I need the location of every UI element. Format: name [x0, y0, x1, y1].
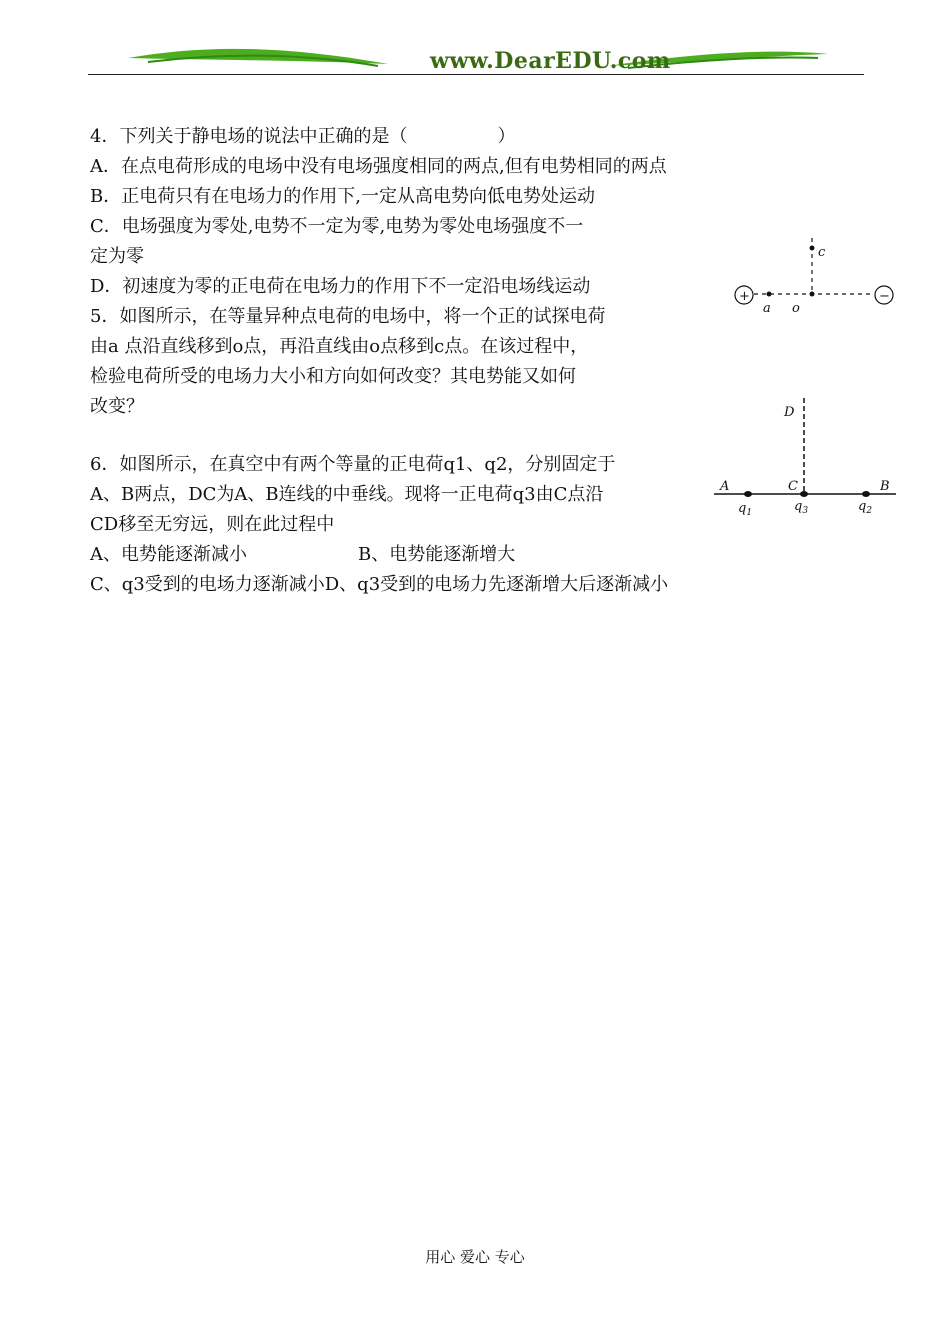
label-a: a — [763, 301, 771, 316]
label-c-point: C — [788, 479, 798, 494]
q4-option-d: D．初速度为零的正电荷在电场力的作用下不一定沿电场线运动 — [90, 276, 591, 297]
minus-sign: − — [879, 289, 890, 304]
q6-line2: A、B两点，DC为A、B连线的中垂线。现将一正电荷q3由C点沿 — [90, 484, 604, 505]
label-b-point: B — [880, 479, 890, 494]
label-q3: $q_3$ — [794, 499, 809, 516]
point-o-dot — [810, 292, 815, 297]
label-o: o — [792, 301, 800, 316]
dipole-figure — [728, 232, 898, 322]
q4-stem: 4．下列关于静电场的说法中正确的是（ ） — [90, 126, 516, 147]
label-d: D — [784, 405, 795, 420]
q5-line2: 由a 点沿直线移到o点，再沿直线由o点移到c点。在该过程中， — [90, 336, 589, 357]
logo-text: www.DearEDU.com — [430, 48, 671, 74]
point-c-dot — [810, 246, 815, 251]
q6-option-b: B、电势能逐渐增大 — [358, 544, 516, 565]
plus-sign: + — [739, 289, 750, 304]
q4-option-c-line2: 定为零 — [90, 246, 144, 267]
two-charges-figure — [708, 394, 904, 524]
label-c: c — [818, 245, 826, 260]
page-footer: 用心 爱心 专心 — [425, 1248, 525, 1266]
charge-q3-dot — [800, 491, 808, 497]
label-a-point: A — [720, 479, 730, 494]
q5-line1: 5．如图所示，在等量异种点电荷的电场中，将一个正的试探电荷 — [90, 306, 606, 327]
label-q2: $q_2$ — [858, 499, 873, 516]
charge-q2-dot — [862, 491, 870, 497]
q4-option-b: B．正电荷只有在电场力的作用下,一定从高电势向低电势处运动 — [90, 186, 595, 207]
label-q1: $q_1$ — [738, 501, 753, 518]
charge-q1-dot — [744, 491, 752, 497]
point-a-dot — [767, 292, 772, 297]
q6-option-a: A、电势能逐渐减小 — [90, 544, 247, 565]
header-rule — [88, 74, 864, 75]
q5-line4: 改变？ — [90, 396, 144, 417]
q6-option-cd: C、q3受到的电场力逐渐减小D、q3受到的电场力先逐渐增大后逐渐减小 — [90, 574, 669, 595]
q6-line3: CD移至无穷远，则在此过程中 — [90, 514, 335, 535]
q4-option-c-line1: C．电场强度为零处,电势不一定为零,电势为零处电场强度不一 — [90, 216, 584, 237]
q5-line3: 检验电荷所受的电场力大小和方向如何改变？其电势能又如何 — [90, 366, 576, 387]
q4-option-a: A．在点电荷形成的电场中没有电场强度相同的两点,但有电势相同的两点 — [90, 156, 667, 177]
q6-line1: 6．如图所示，在真空中有两个等量的正电荷q1、q2，分别固定于 — [90, 454, 616, 475]
